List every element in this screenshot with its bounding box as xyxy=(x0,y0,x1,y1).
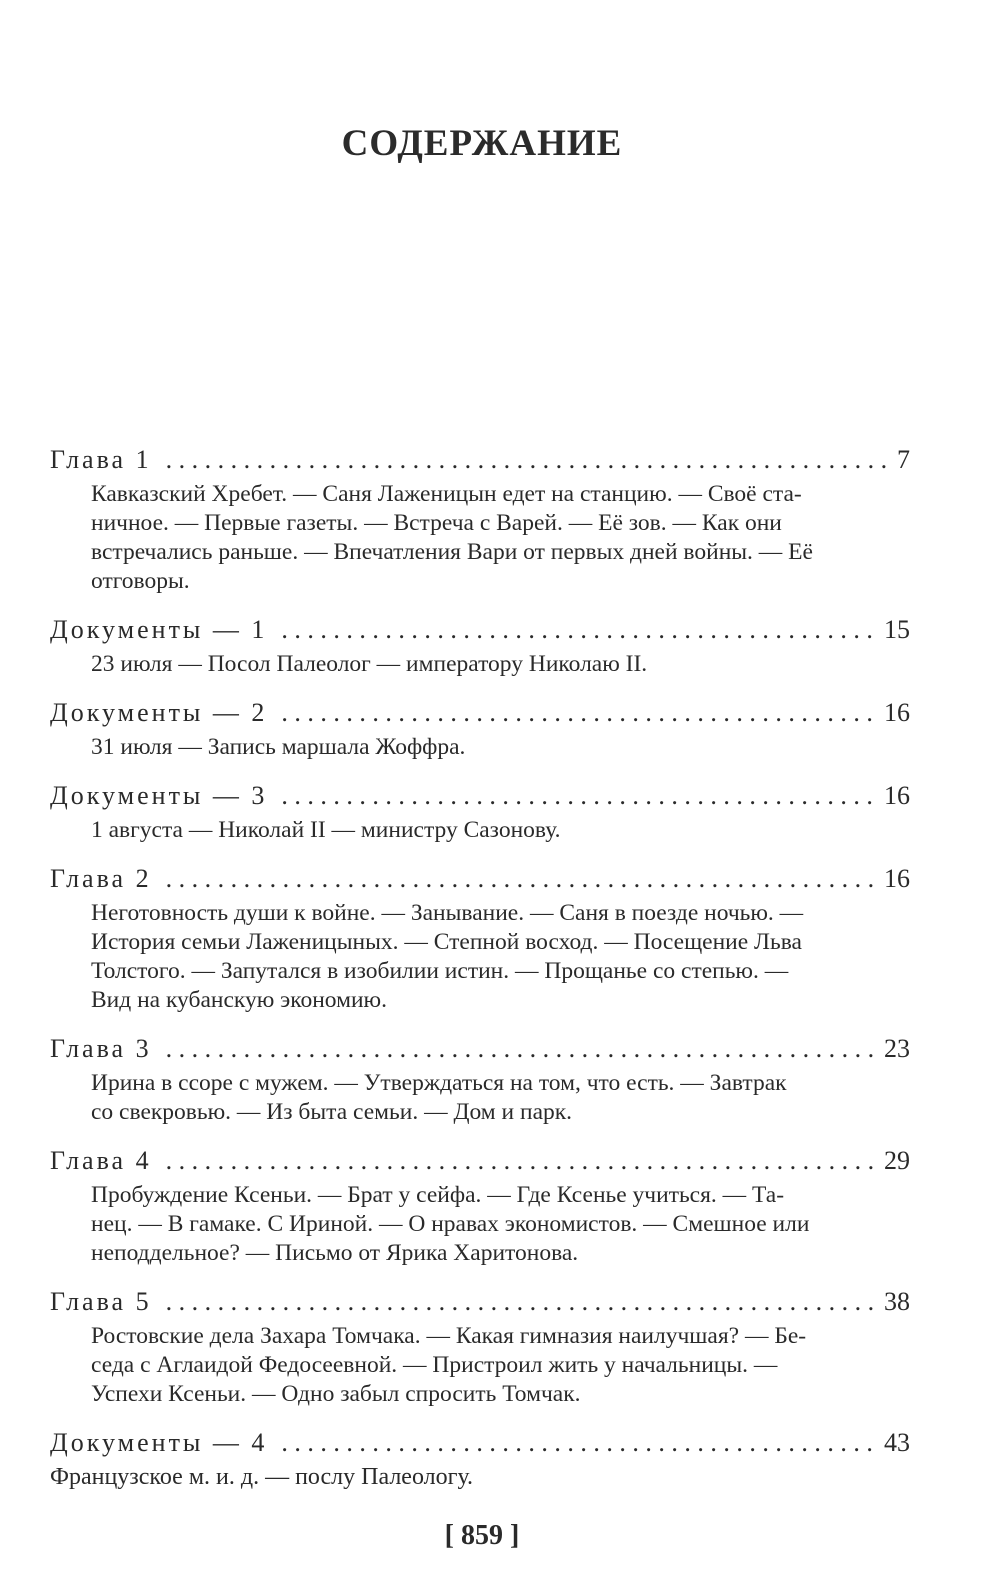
toc-label: Глава 4 xyxy=(50,1146,152,1175)
dot-leader xyxy=(166,1029,880,1069)
toc-page-number: 29 xyxy=(884,1146,910,1175)
toc-page-number: 23 xyxy=(884,1034,910,1063)
dot-leader xyxy=(281,610,880,650)
dot-leader xyxy=(281,1423,880,1463)
toc-label: Документы — 3 xyxy=(50,781,268,810)
description-line: седа с Аглаидой Федосеевной. — Пристроил жить у начальницы. — xyxy=(91,1352,778,1378)
toc-description xyxy=(50,1463,910,1492)
description-line: Французское м. и. д. — послу Палеологу. xyxy=(50,1464,474,1490)
toc-line xyxy=(50,1141,910,1181)
description-line: Кавказский Хребет. — Саня Лаженицын едет на станцию. — Своё ста- xyxy=(91,481,802,507)
toc-line xyxy=(50,610,910,650)
page-title: СОДЕРЖАНИЕ xyxy=(341,123,623,164)
toc-entry[interactable] xyxy=(50,610,910,679)
toc-label: Глава 2 xyxy=(50,864,152,893)
description-line: Пробуждение Ксеньи. — Брат у сейфа. — Где Ксенье учиться. — Та- xyxy=(91,1182,785,1208)
toc-line xyxy=(50,1029,910,1069)
toc-page-number: 16 xyxy=(884,781,910,810)
description-line: Ирина в ссоре с мужем. — Утверждаться на том, что есть. — Завтрак xyxy=(91,1070,787,1096)
toc-line xyxy=(50,859,910,899)
description-line: 23 июля — Посол Палеолог — императору Николаю II. xyxy=(91,651,648,677)
description-line: Неготовность души к войне. — Занывание. — Саня в поезде ночью. — xyxy=(91,900,804,926)
toc-page-number: 16 xyxy=(884,698,910,727)
toc-page-number: 7 xyxy=(897,445,910,474)
description-line: ничное. — Первые газеты. — Встреча с Варей. — Её зов. — Как они xyxy=(91,510,782,536)
toc-line xyxy=(50,1282,910,1322)
toc-line xyxy=(50,693,910,733)
toc-label: Документы — 1 xyxy=(50,615,268,644)
toc-description xyxy=(50,1069,910,1127)
toc-entry[interactable] xyxy=(50,776,910,845)
toc-entry[interactable] xyxy=(50,859,910,1015)
toc-description xyxy=(50,899,910,1015)
description-line: встречались раньше. — Впечатления Вари от первых дней войны. — Её xyxy=(91,539,813,565)
toc-entry[interactable] xyxy=(50,693,910,762)
description-line: 31 июля — Запись маршала Жоффра. xyxy=(91,734,466,760)
dot-leader xyxy=(166,1141,880,1181)
page-number-folio: [ 859 ] xyxy=(444,1520,520,1551)
table-of-contents xyxy=(50,440,910,1506)
toc-line xyxy=(50,776,910,816)
description-line: отговоры. xyxy=(91,568,190,594)
description-line: 1 августа — Николай II — министру Сазонову. xyxy=(91,817,561,843)
toc-line xyxy=(50,440,910,480)
toc-page-number: 43 xyxy=(884,1428,910,1457)
toc-entry[interactable] xyxy=(50,440,910,596)
toc-label: Глава 3 xyxy=(50,1034,152,1063)
dot-leader xyxy=(166,859,880,899)
toc-line xyxy=(50,1423,910,1463)
description-line: нец. — В гамаке. С Ириной. — О нравах экономистов. — Смешное или xyxy=(91,1211,810,1237)
dot-leader xyxy=(166,1282,880,1322)
dot-leader xyxy=(281,693,880,733)
toc-label: Глава 5 xyxy=(50,1287,152,1316)
toc-description xyxy=(50,480,910,596)
toc-description xyxy=(50,816,910,845)
description-line: неподдельное? — Письмо от Ярика Харитонова. xyxy=(91,1240,579,1266)
toc-entry[interactable] xyxy=(50,1141,910,1268)
toc-entry[interactable] xyxy=(50,1282,910,1409)
toc-page-number: 38 xyxy=(884,1287,910,1316)
description-line: Толстого. — Запутался в изобилии истин. — Прощанье со степью. — xyxy=(91,958,789,984)
description-line: со свекровью. — Из быта семьи. — Дом и парк. xyxy=(91,1099,573,1125)
description-line: Ростовские дела Захара Томчака. — Какая гимназия наилучшая? — Бе- xyxy=(91,1323,807,1349)
description-line: Вид на кубанскую экономию. xyxy=(91,987,387,1013)
toc-label: Документы — 2 xyxy=(50,698,268,727)
toc-entry[interactable] xyxy=(50,1029,910,1127)
toc-page-number: 16 xyxy=(884,864,910,893)
dot-leader xyxy=(166,440,893,480)
toc-description xyxy=(50,733,910,762)
dot-leader xyxy=(281,776,880,816)
toc-page-number: 15 xyxy=(884,615,910,644)
toc-description xyxy=(50,1322,910,1409)
toc-description xyxy=(50,650,910,679)
toc-label: Документы — 4 xyxy=(50,1428,268,1457)
toc-description xyxy=(50,1181,910,1268)
description-line: История семьи Лаженицыных. — Степной восход. — Посещение Льва xyxy=(91,929,802,955)
toc-entry[interactable] xyxy=(50,1423,910,1492)
description-line: Успехи Ксеньи. — Одно забыл спросить Томчак. xyxy=(91,1381,581,1407)
toc-label: Глава 1 xyxy=(50,445,152,474)
